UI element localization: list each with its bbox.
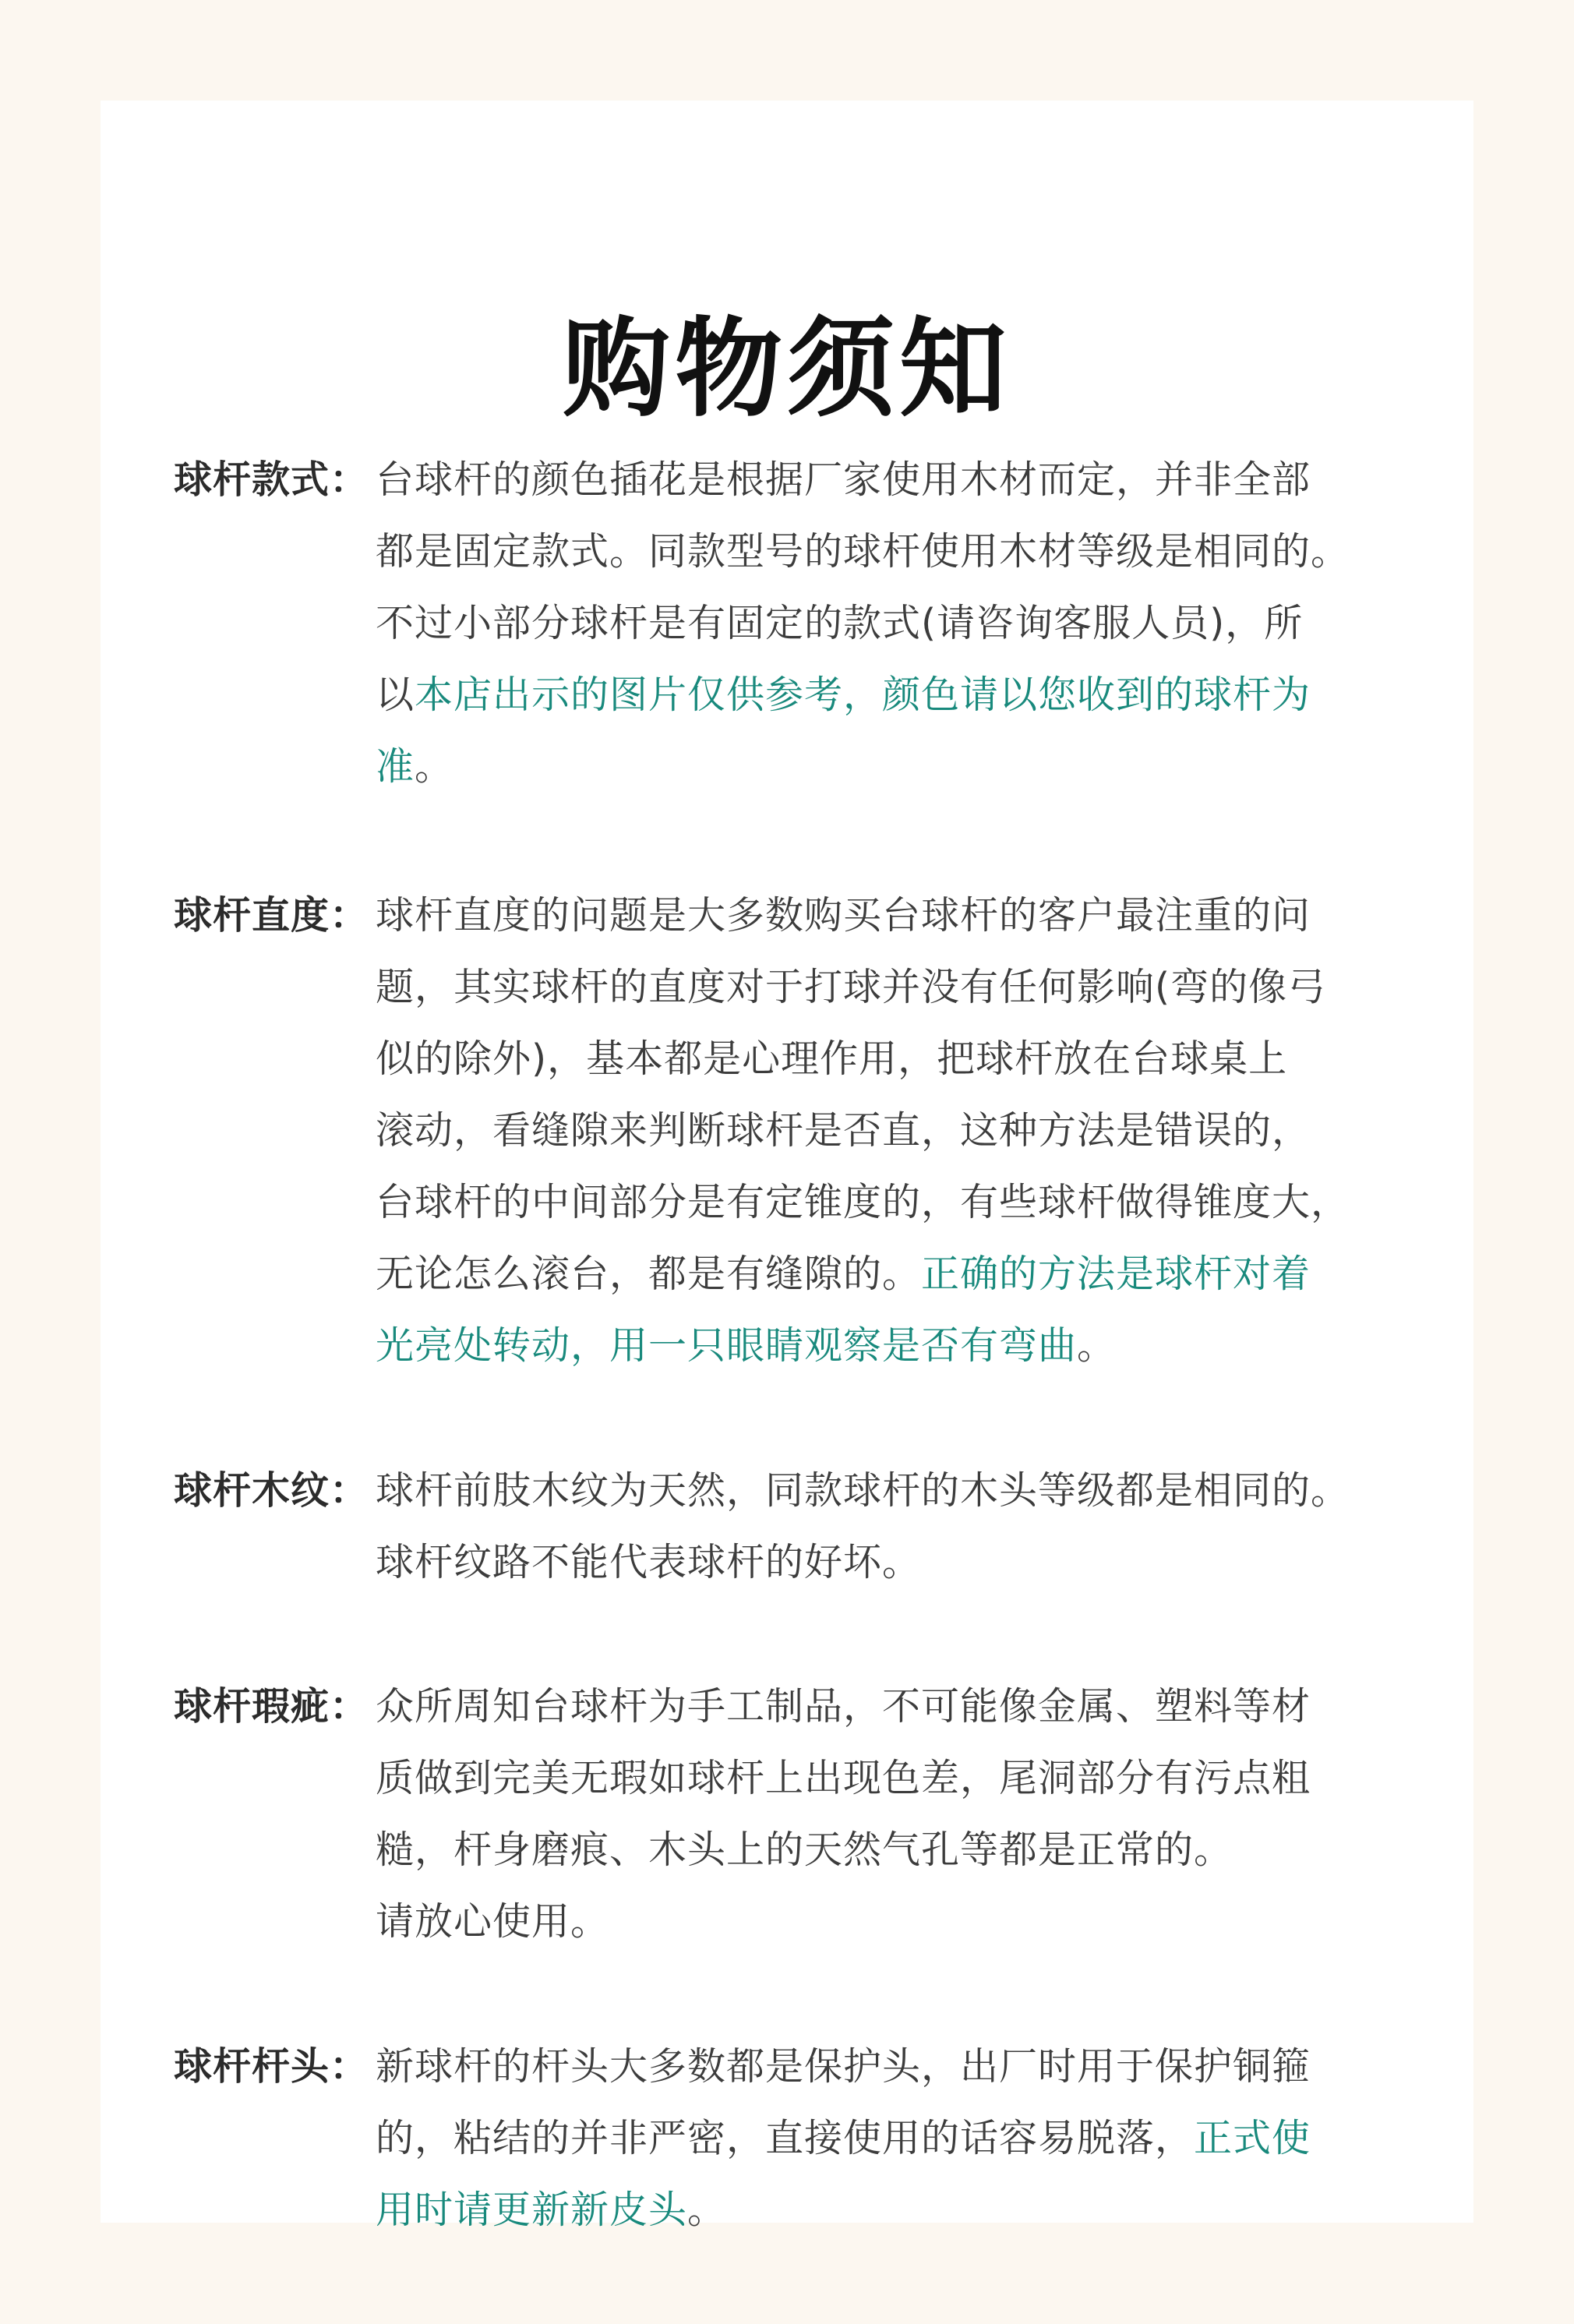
text-run: 都是固定款式。同款型号的球杆使用木材等级是相同的。: [376, 529, 1350, 574]
text-run: 请放心使用。: [376, 1899, 610, 1944]
text-line: [376, 1814, 1451, 1886]
section-label: 球杆瑕疵：: [174, 1684, 369, 1729]
text-run: 。: [1077, 1323, 1117, 1368]
text-line: [376, 588, 1451, 659]
text-run: 的，粘结的并非严密，直接使用的话容易脱落，: [376, 2116, 1195, 2160]
section-label: 球杆木纹：: [174, 1468, 369, 1513]
text-line: [376, 1455, 1451, 1527]
text-line: [376, 1671, 1451, 1743]
text-run: 糙，杆身磨痕、木头上的天然气孔等都是正常的。: [376, 1828, 1233, 1872]
text-run: 新球杆的杆头大多数都是保护头，出厂时用于保护铜箍: [376, 2044, 1311, 2089]
notice-card: [101, 101, 1473, 2232]
text-run: 。: [687, 2188, 727, 2232]
text-line: [376, 880, 1451, 952]
text-line: [376, 659, 1451, 731]
text-line: [376, 2174, 1451, 2246]
text-run: 质做到完美无瑕如球杆上出现色差，尾洞部分有污点粗: [376, 1756, 1311, 1800]
text-run: 众所周知台球杆为手工制品，不可能像金属、塑料等材: [376, 1684, 1311, 1729]
text-line: [376, 444, 1451, 516]
text-run: 以: [376, 673, 415, 717]
text-line: [376, 2031, 1451, 2103]
section-text: [376, 880, 1451, 1382]
text-run: 球杆纹路不能代表球杆的好坏。: [376, 1540, 922, 1584]
highlight-text: 正确的方法是球杆对着: [921, 1252, 1311, 1296]
text-run: 台球杆的颜色插花是根据厂家使用木材而定，并非全部: [376, 457, 1311, 502]
text-line: [376, 1527, 1451, 1598]
highlight-text: 准: [376, 744, 415, 789]
text-line: [376, 1743, 1451, 1814]
text-line: [376, 1023, 1451, 1095]
text-run: 。: [415, 744, 454, 789]
section-label: 球杆款式：: [174, 457, 369, 502]
section-text: [376, 2031, 1451, 2246]
highlight-text: 本店出示的图片仅供参考，颜色请以您收到的球杆为: [415, 673, 1311, 717]
text-line: [376, 1095, 1451, 1167]
text-line: [376, 1310, 1451, 1382]
text-line: [376, 516, 1451, 588]
text-run: 无论怎么滚台，都是有缝隙的。: [376, 1252, 922, 1296]
text-run: 球杆直度的问题是大多数购买台球杆的客户最注重的问: [376, 893, 1311, 938]
section-text: [376, 1671, 1451, 1958]
text-run: 题，其实球杆的直度对于打球并没有任何影响(弯的像弓: [376, 965, 1327, 1009]
text-line: [376, 1238, 1451, 1310]
text-run: 台球杆的中间部分是有定锥度的，有些球杆做得锥度大，: [376, 1180, 1350, 1224]
section-label: 球杆直度：: [174, 893, 369, 938]
section-text: [376, 1455, 1451, 1598]
text-run: 球杆前肢木纹为天然，同款球杆的木头等级都是相同的。: [376, 1468, 1350, 1513]
text-line: [376, 1167, 1451, 1238]
highlight-text: 用时请更新新皮头: [376, 2188, 688, 2232]
section-label: 球杆杆头：: [174, 2044, 369, 2089]
section-text: [376, 444, 1451, 803]
page-title: 购物须知: [562, 306, 1011, 432]
text-run: 似的除外)，基本都是心理作用，把球杆放在台球桌上: [376, 1037, 1288, 1081]
text-line: [376, 731, 1451, 803]
text-run: 不过小部分球杆是有固定的款式(请咨询客服人员)，所: [376, 601, 1304, 645]
text-run: 滚动，看缝隙来判断球杆是否直，这种方法是错误的，: [376, 1108, 1311, 1153]
text-line: [376, 952, 1451, 1023]
highlight-text: 正式使: [1194, 2116, 1311, 2160]
highlight-text: 光亮处转动，用一只眼睛观察是否有弯曲: [376, 1323, 1078, 1368]
text-line: [376, 1886, 1451, 1958]
text-line: [376, 2103, 1451, 2174]
